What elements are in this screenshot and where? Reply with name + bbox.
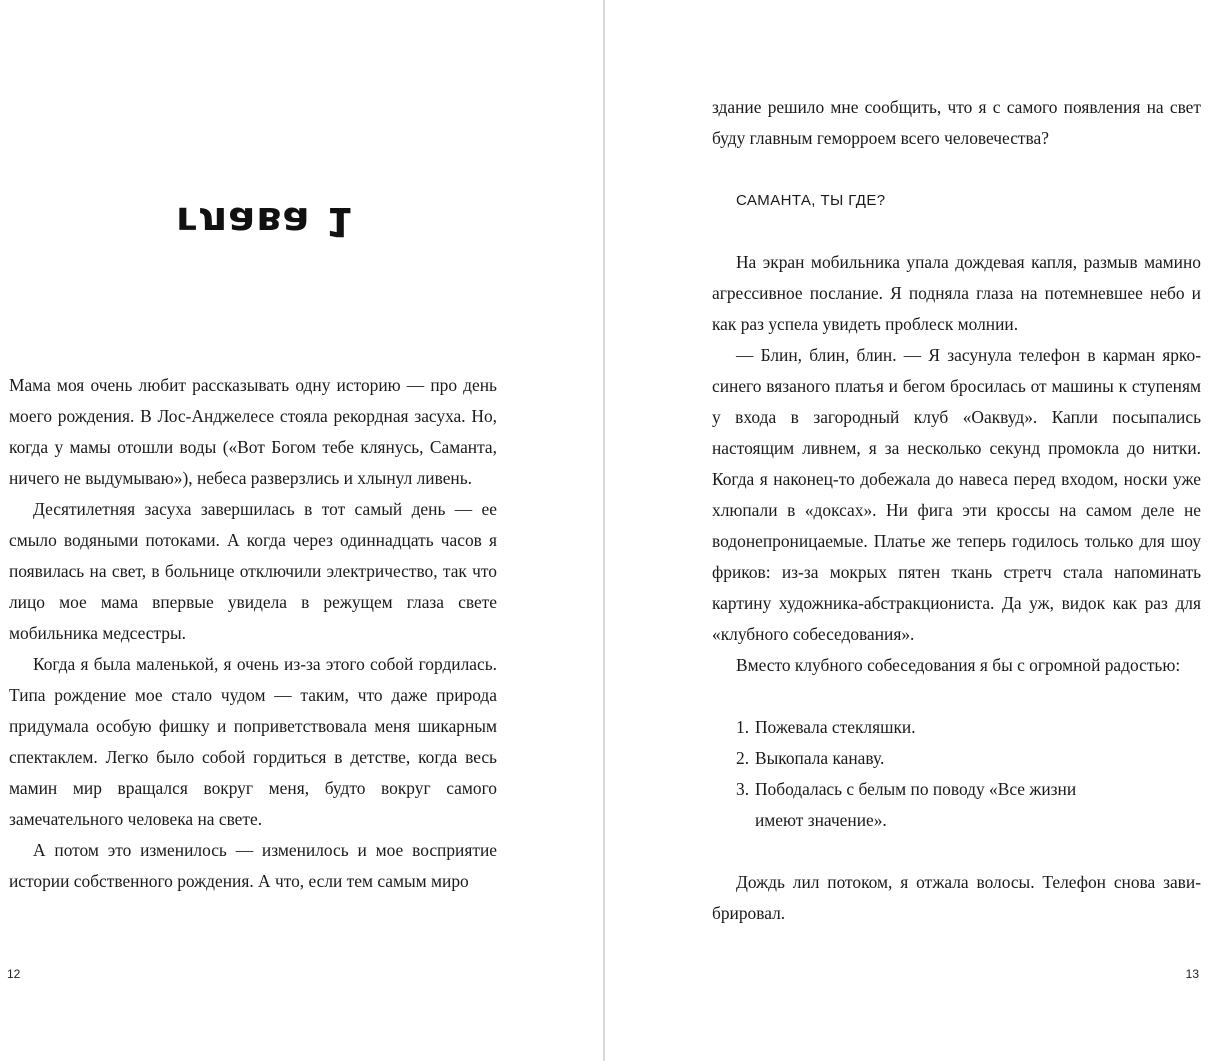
list-text: Пожевала стекляшки. — [755, 717, 916, 737]
paragraph-continuation: здание решило мне сообщить, что я с самого появления на свет буду главным геморроем всего человечества? — [712, 97, 1201, 148]
left-page — [0, 0, 603, 1061]
spacer — [712, 154, 1201, 185]
text-message: САМАНТА, ТЫ ГДЕ? — [736, 192, 886, 209]
page-number-right: 13 — [1185, 967, 1199, 981]
paragraph: Мама моя очень любит рассказывать одну историю — про день моего рождения. В Лос-Анджелесе стояла рекордная засуха. Но, когда у мамы отошли воды («Вот Богом тебе клянусь, Саманта, ничего не выдумываю»), небеса разверзлись и хлынул ливень. — [9, 375, 497, 488]
numbered-list — [712, 712, 1201, 836]
list-text: Выкопала канаву. — [755, 748, 885, 768]
list-item — [712, 774, 1201, 836]
paragraph: Десятилетняя засуха завершилась в тот самый день — ее смыло водяными потоками. А когда через одиннадцать часов я появилась на свет, в больнице отключили электричество, так что лицо мое мама впервые увидела в режущем глаза свете мобильника медсестры. — [9, 499, 497, 643]
paragraph: — Блин, блин, блин. — Я засунула телефон в карман яркосинего вязаного платья и бегом бросилась от машины к ступеням у входа в загородный клуб «Оаквуд». Капли посыпались настоящим ливнем, я за несколько секунд промокла до нитки. Когда я наконец-то добежала до навеса перед входом, носки уже хлюпали в «доксах». Ни фига эти кроссы на самом деле не водонепроницаемые. Платье же теперь годилось только для шоу фриков: из-за мокрых пятен ткань стретч стала напоминать картину художника-абстракциониста. Да уж, видок как раз для «клубного собеседования». — [712, 345, 1201, 644]
paragraph: А потом это изменилось — изменилось и мое восприятие истории собственного рождения. А что, если тем самым миро — [9, 840, 497, 891]
right-page-text — [712, 92, 1201, 929]
paragraph: Дождь лил потоком, я отжала волосы. Телефон снова завибрировал. — [712, 872, 1201, 923]
spacer — [712, 681, 1201, 712]
spacer — [712, 836, 1201, 867]
chapter-title: глава 1 — [176, 198, 355, 244]
list-number: 3. — [736, 779, 750, 799]
left-page-text — [9, 370, 497, 897]
paragraph: На экран мобильника упала дождевая капля, размыв мамино агрессивное послание. Я подняла глаза на потемневшее небо и как раз успела увидеть проблеск молнии. — [712, 252, 1201, 334]
list-item — [712, 712, 1201, 743]
list-item — [712, 743, 1201, 774]
list-number: 1. — [736, 717, 750, 737]
right-page — [605, 0, 1211, 1061]
list-text: Пободалась с белым по поводу «Все жизни имеют значение». — [755, 779, 1077, 830]
paragraph: Когда я была маленькой, я очень из-за этого собой гордилась. Типа рождение мое стало чудом — таким, что даже природа придумала особую фишку и поприветствовала меня шикарным спектаклем. Легко было собой гордиться в детстве, когда весь мамин мир вращался вокруг меня, будто вокруг самого замечательного человека на свете. — [9, 654, 497, 829]
spacer — [712, 216, 1201, 247]
page-number-left: 12 — [7, 967, 21, 981]
paragraph: Вместо клубного собеседования я бы с огромной радостью: — [736, 655, 1181, 675]
list-number: 2. — [736, 748, 750, 768]
